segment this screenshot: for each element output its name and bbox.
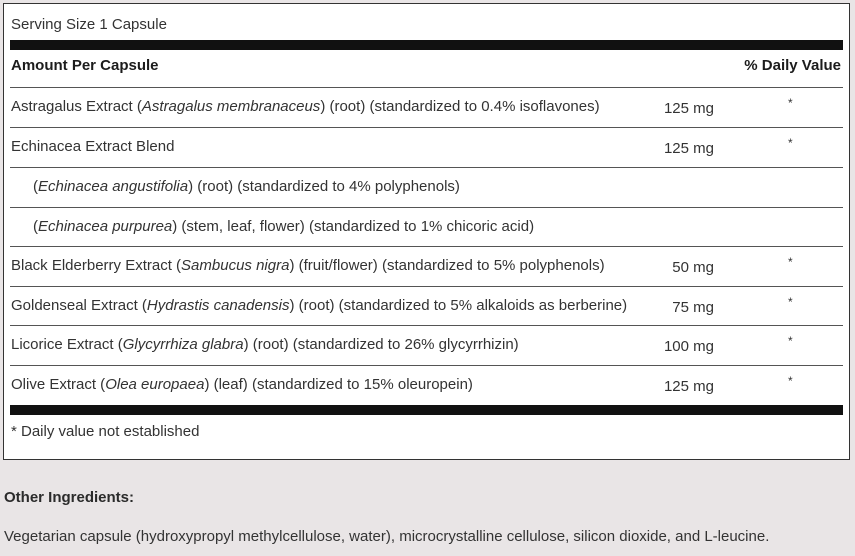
ingredient-row-licorice (10, 326, 843, 365)
daily-value-mark: * (788, 334, 793, 348)
other-ingredients-text: Vegetarian capsule (hydroxypropyl methylcellulose, water), microcrystalline cellulose, silicon dioxide, and L-leucine. (4, 528, 770, 545)
ingredient-name: Astragalus Extract (Astragalus membranaceus) (root) (standardized to 0.4% isoflavones) (11, 98, 600, 115)
other-ingredients-title: Other Ingredients: (4, 489, 135, 506)
ingredient-row-echinacea-angustifolia (10, 168, 843, 207)
ingredient-row-olive (10, 366, 843, 405)
daily-value-mark: * (788, 374, 793, 388)
ingredient-name: (Echinacea purpurea) (stem, leaf, flower) (standardized to 1% chicoric acid) (33, 218, 535, 235)
ingredient-row-goldenseal (10, 287, 843, 326)
ingredient-name: Goldenseal Extract (Hydrastis canadensis) (root) (standardized to 5% alkaloids as berberine) (11, 297, 628, 314)
ingredient-amount: 125 mg (663, 378, 714, 395)
ingredient-amount: 125 mg (663, 140, 714, 157)
ingredient-name: Licorice Extract (Glycyrrhiza glabra) (root) (standardized to 26% glycyrrhizin) (11, 336, 519, 353)
ingredient-amount: 75 mg (672, 299, 714, 316)
ingredient-name: Echinacea Extract Blend (11, 138, 175, 155)
ingredient-amount: 100 mg (663, 338, 714, 355)
supplement-facts-panel (3, 3, 850, 460)
ingredient-row-echinacea-blend (10, 128, 843, 167)
amount-per-capsule-label: Amount Per Capsule (11, 57, 159, 74)
ingredient-row-black-elderberry (10, 247, 843, 286)
thick-divider-bottom (10, 405, 843, 415)
daily-value-label: % Daily Value (744, 57, 841, 74)
thick-divider-top (10, 40, 843, 50)
serving-size: Serving Size 1 Capsule (11, 16, 167, 33)
ingredient-name: Olive Extract (Olea europaea) (leaf) (standardized to 15% oleuropein) (11, 376, 473, 393)
ingredient-name: Black Elderberry Extract (Sambucus nigra) (fruit/flower) (standardized to 5% polyphenols) (11, 257, 605, 274)
daily-value-mark: * (788, 295, 793, 309)
daily-value-mark: * (788, 96, 793, 110)
daily-value-mark: * (788, 136, 793, 150)
daily-value-mark: * (788, 255, 793, 269)
ingredient-row-astragalus (10, 88, 843, 127)
ingredient-row-echinacea-purpurea (10, 208, 843, 247)
daily-value-footnote: * Daily value not established (11, 423, 200, 440)
ingredient-amount: 125 mg (663, 100, 714, 117)
ingredient-amount: 50 mg (672, 259, 714, 276)
ingredient-name: (Echinacea angustifolia) (root) (standardized to 4% polyphenols) (33, 178, 460, 195)
